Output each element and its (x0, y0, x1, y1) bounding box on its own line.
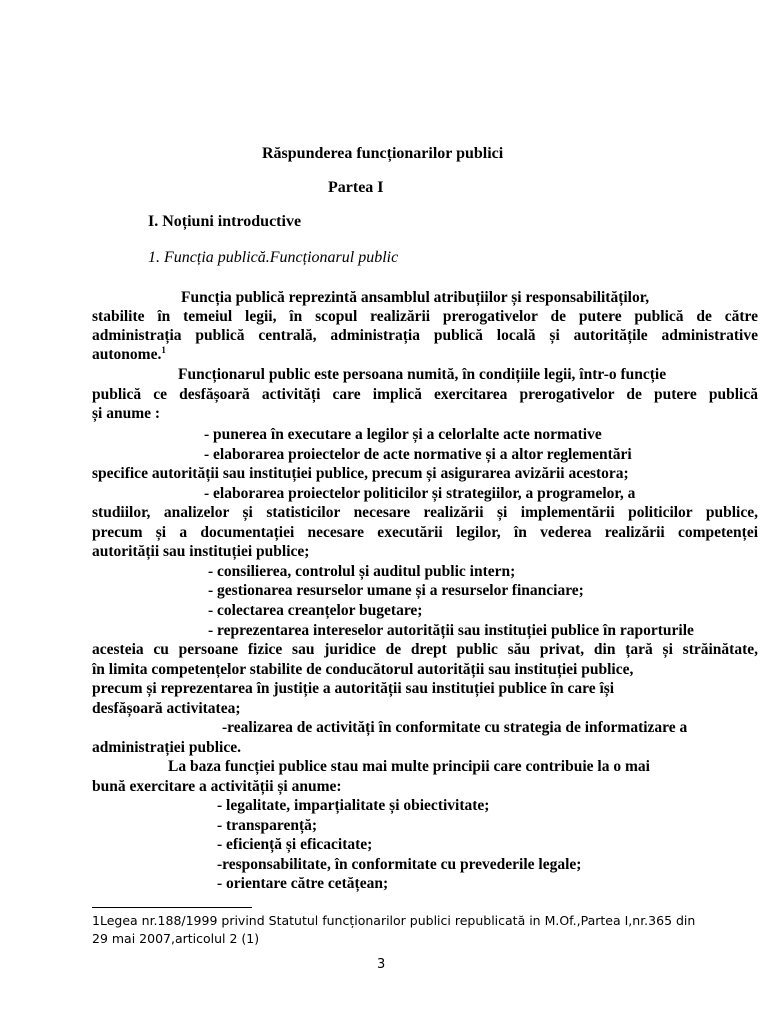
body-line: administrația publică centrală, administrația publică locală și autoritățile administrative (92, 327, 758, 344)
list-item: - legalitate, imparțialitate și obiectivitate; (217, 797, 490, 814)
section-heading: I. Noțiuni introductive (148, 213, 302, 230)
body-line: și anume : (92, 405, 161, 422)
body-line: autorității sau instituției publice; (92, 543, 310, 560)
list-item: - transparență; (217, 817, 318, 834)
page-number: 3 (377, 957, 386, 972)
body-line: acesteia cu persoane fizice sau juridice de drept public său privat, din țară și străinătate, (92, 641, 758, 658)
body-line: publică ce desfășoară activități care implică exercitarea prerogativelor de putere publică (92, 386, 758, 403)
list-item: - elaborarea proiectelor de acte normative și a altor reglementări (204, 446, 632, 463)
list-item: -realizarea de activități în conformitate cu strategia de informatizare a (222, 719, 688, 736)
body-line: desfășoară activitatea; (92, 700, 241, 717)
body-line: Funcționarul public este persoana numită, în condițiile legii, într-o funcție (178, 366, 667, 383)
footnote-line: 29 mai 2007,articolul 2 (1) (92, 931, 260, 946)
list-item: - gestionarea resurselor umane și a resurselor financiare; (208, 582, 584, 599)
body-line: precum și a documentației necesare executării legilor, în vederea realizării competenței (92, 524, 758, 541)
body-line: bună exercitare a activității și anume: (92, 778, 342, 795)
body-line: studiilor, analizelor și statisticilor necesare realizării și implementării politicilor publice, (92, 504, 758, 521)
list-item: - eficiență și eficacitate; (217, 836, 373, 853)
subsection-heading: 1. Funcția publică.Funcționarul public (148, 249, 399, 266)
footnote-separator (92, 907, 252, 908)
body-line: La baza funcției publice stau mai multe principii care contribuie la o mai (168, 758, 650, 775)
body-line: autonome.$^1$ (92, 344, 166, 363)
list-item: - elaborarea proiectelor politicilor și strategiilor, a programelor, a (204, 485, 636, 502)
footnote-reference[interactable]: 1 (161, 344, 166, 355)
list-item: - consilierea, controlul și auditul public intern; (208, 563, 516, 580)
footnote-line: 1Legea nr.188/1999 privind Statutul funcționarilor publici republicată in M.Of.,Partea I,nr.365 din (92, 913, 696, 928)
list-item: - orientare către cetățean; (217, 875, 389, 892)
body-line: stabilite în temeiul legii, în scopul realizării prerogativelor de putere publică de către (92, 308, 758, 325)
body-line: Funcția publică reprezintă ansamblul atribuțiilor și responsabilităților, (181, 289, 650, 306)
body-line: precum și reprezentarea în justiție a autorității sau instituției publice în care își (92, 680, 615, 697)
document-title: Răspunderea funcționarilor publici (262, 145, 504, 162)
body-line: în limita competențelor stabilite de conducătorul autorității sau instituției publice, (92, 661, 634, 678)
body-line: administrației publice. (92, 739, 241, 756)
list-item: - colectarea creanțelor bugetare; (208, 602, 423, 619)
list-item: - reprezentarea intereselor autorității sau instituției publice în raporturile (208, 622, 694, 639)
body-line: specifice autorității sau instituției publice, precum și asigurarea avizării acestora; (92, 465, 629, 482)
list-item: -responsabilitate, în conformitate cu prevederile legale; (217, 856, 582, 873)
part-heading: Partea I (328, 179, 384, 196)
list-item: - punerea în executare a legilor și a celorlalte acte normative (204, 426, 602, 443)
